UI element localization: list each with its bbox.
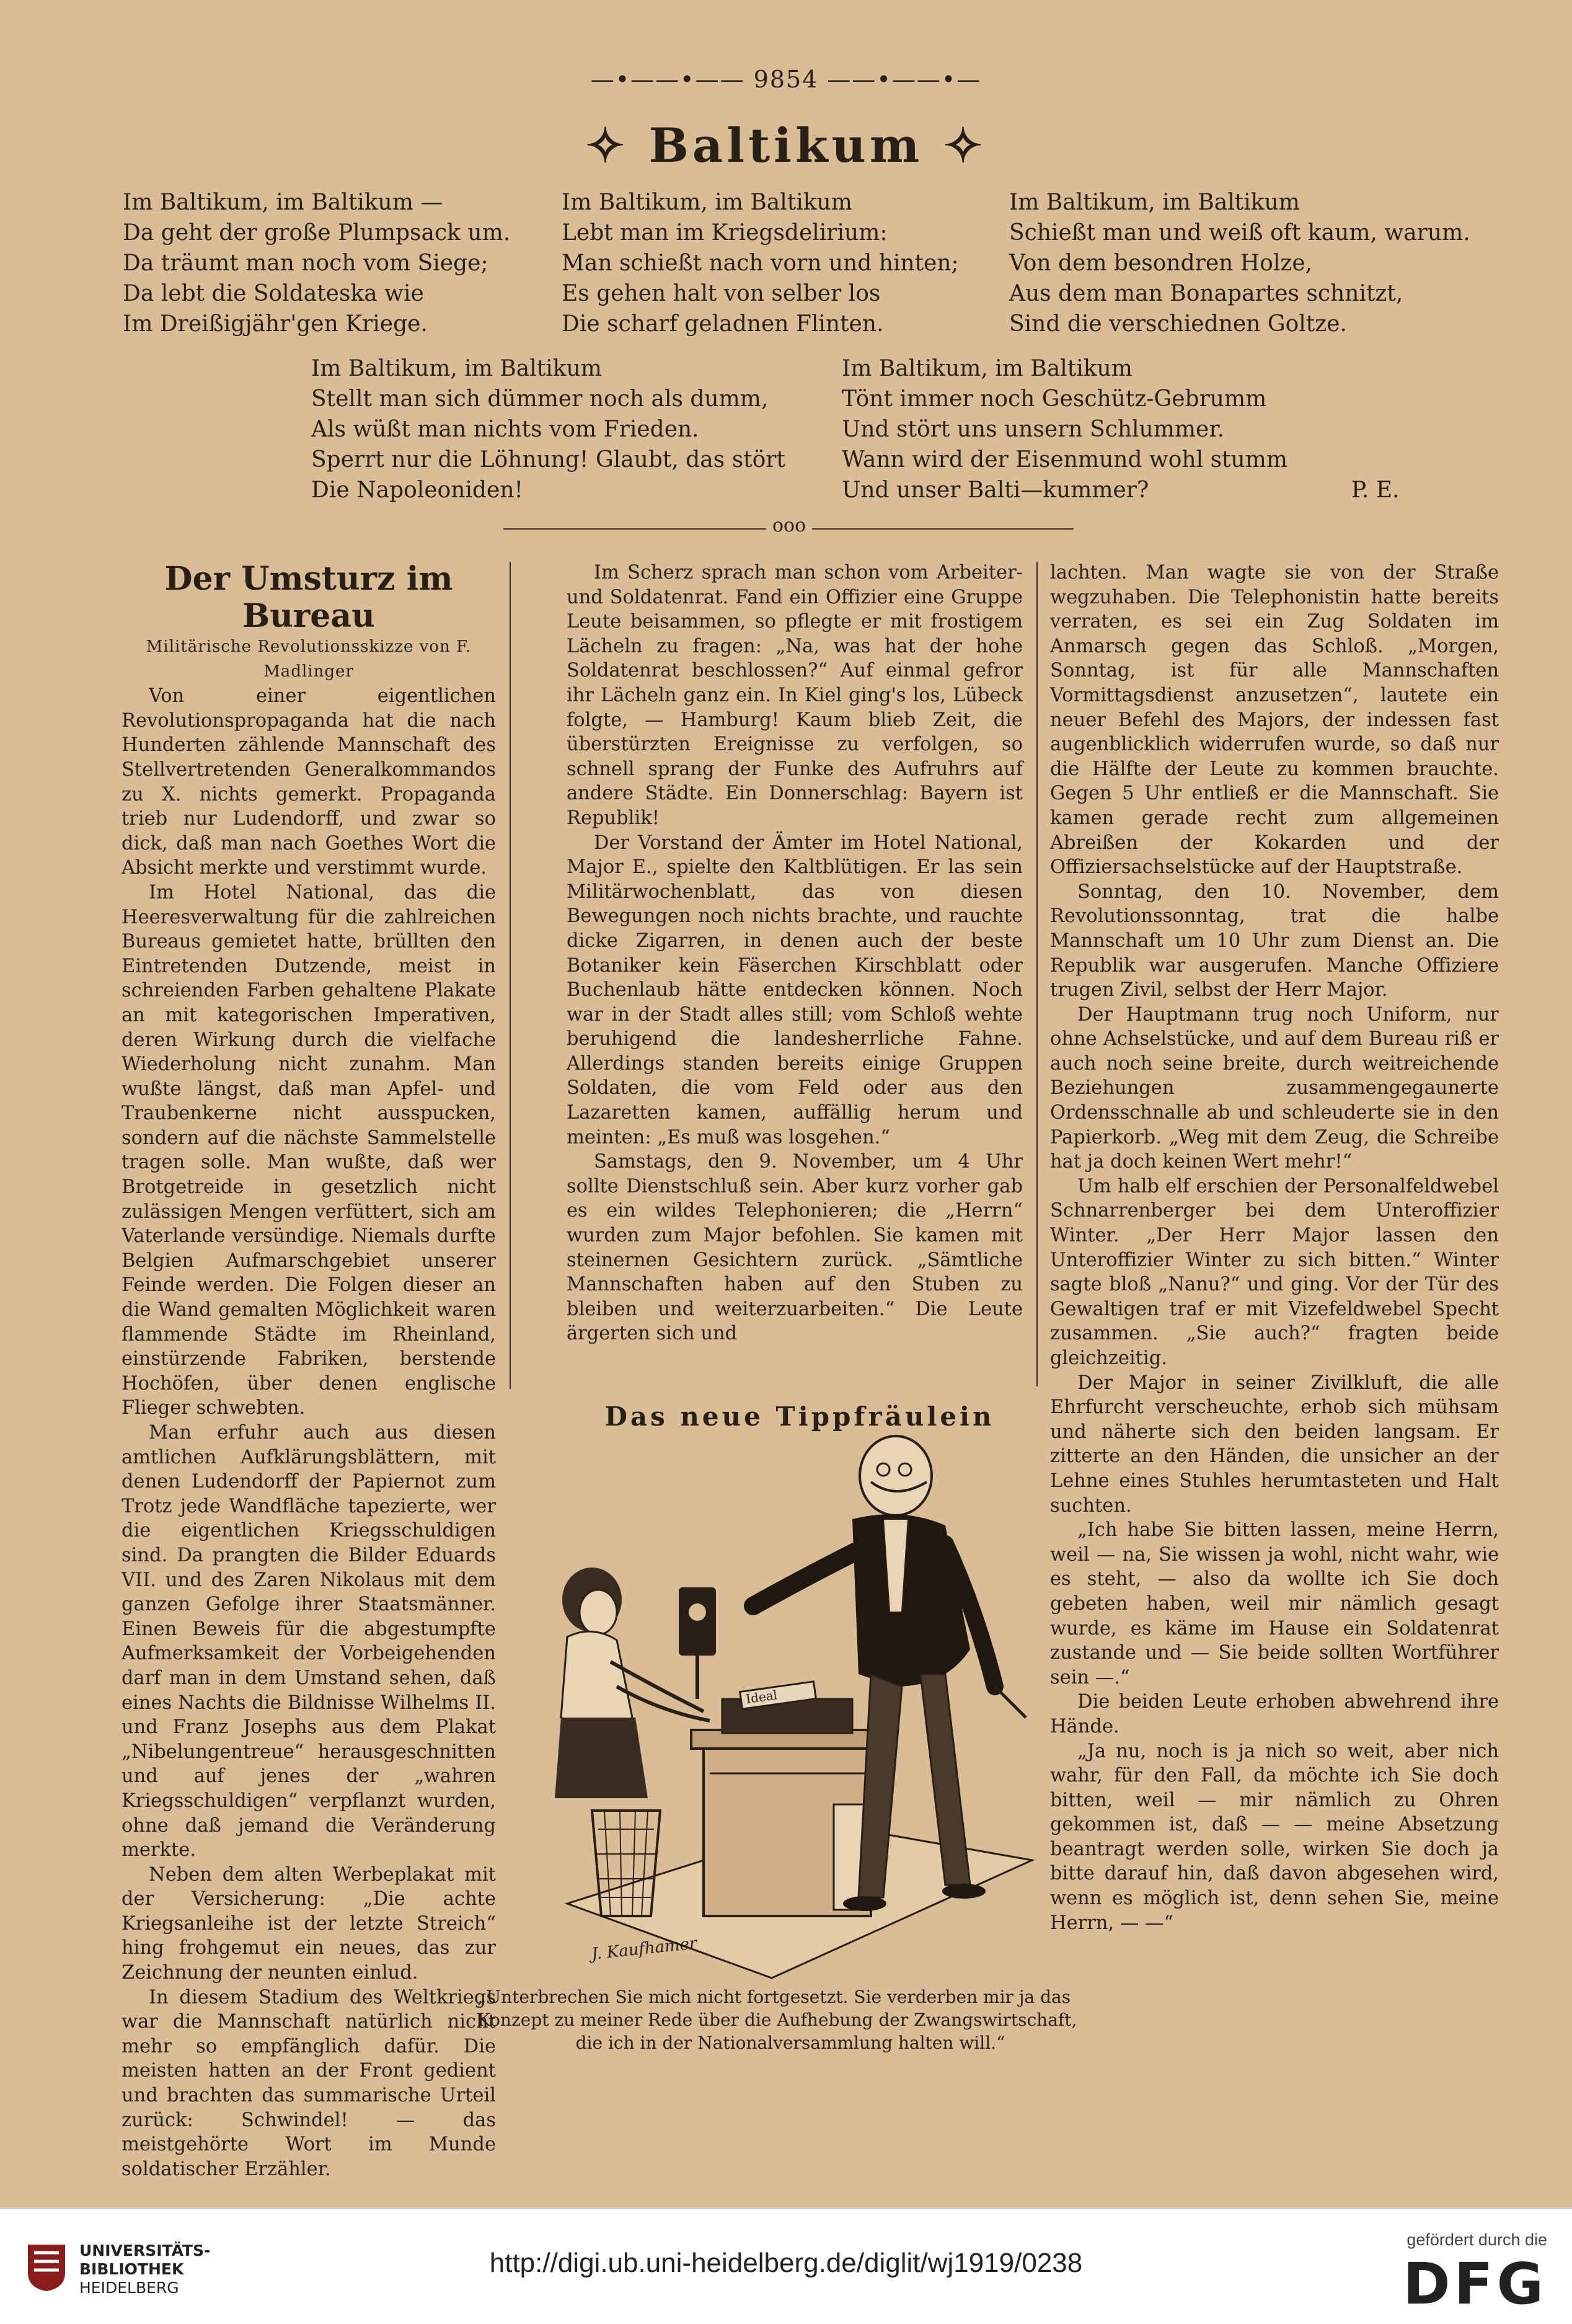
paragraph: Die beiden Leute erhoben abwehrend ihre Hände. [1050,1691,1499,1737]
paragraph: lachten. Man wagte sie von der Straße wegzuhaben. Die Telephonistin hatte bereits verraten, es sei ein Zug Soldaten im Anmarsch gegen das Schloß. „Morgen, Sonntag, ist für alle Mannschaften Vormittagsdienst anzusetzen“, lautete ein neuer Befehl des Majors, der indessen fast augenblicklich widerrufen wurde, so daß nur die Hälfte der Leute zu kommen brauchte. Gegen 5 Uhr entließ er die Mannschaft. Sie kamen gerade recht zum allgemeinen Abreißen der Kokarden und der Offiziersachselstücke auf der Hauptstraße. [1050,562,1499,879]
poem-verse: Im Baltikum, im Baltikum Tönt immer noch Geschütz-Gebrumm Und stört uns unsern Schlummer. Wann wird der Eisenmund wohl stumm Und unser Balti—kummer? [842,356,1287,503]
paragraph: Der Hauptmann trug noch Uniform, nur ohne Achselstücke, und auf dem Bureau riß er auch noch seine breite, durch weitreichende Beziehungen zusammengegaunerte Ordensschnalle ab und schleuderte sie in den Papierkorb. „Weg mit dem Zeug, die Schreibe hat ja doch keinen Wert mehr!“ [1050,1003,1499,1173]
artist-signature: J. Kaufhamer [590,1934,698,1964]
dfg-logo: DFG [1403,2251,1547,2317]
paragraph: Der Vorstand der Ämter im Hotel National, Major E., spielte den Kaltblütigen. Er las sein Militärwochenblatt, das von diesen Bewegungen noch nichts brachte, und rauchte dicke Zigarren, in denen auch der beste Botaniker kein Fäserchen Kirschblatt oder Buchenlaub hätte entdecken können. Noch war in der Stadt alles still; vom Schloß wehte beruhigend die landesherrliche Fahne. Allerdings standen bereits einige Gruppen Soldaten, die vom Feld oder aus den Lazaretten kamen, auffällig herum und meinten: „Es muß was losgehen.“ [567,832,1023,1148]
paragraph: In diesem Stadium des Weltkriegs war die Mannschaft natürlich nicht mehr so empfänglich dafür. Die meisten hatten an der Front gedient und brachten das summarische Urteil zurück: Schwindel! — das meistgehörte Wort im Munde soldatischer Erzähler. [121,1986,496,2180]
paragraph: Im Scherz sprach man schon vom Arbeiter- und Soldatenrat. Fand ein Offizier eine Gruppe Leute beisammen, so pflegte er mit frostigem Lächeln zu fragen: „Na, was hat der hohe Soldatenrat beschlossen?“ Auf einmal gefror ihr Lächeln ganz ein. In Kiel ging's los, Lübeck folgte, — Hamburg! Kaum blieb Zeit, die überstürzten Ereignisse zu verfolgen, so schnell sprang der Funke des Aufruhrs auf andere Städte. Ein Donnerschlag: Bayern ist Republik! [567,562,1023,829]
paragraph: Um halb elf erschien der Personalfeldwebel Schnarrenberger bei dem Unteroffizier Winter. „Der Herr Major lassen den Unteroffizier Winter zu sich bitten.“ Winter sagte bloß „Nanu?“ und ging. Vor der Tür des Gewaltigen traf er mit Vizefeldwebel Specht zusammen. „Sie auch?“ fragten beide gleichzeitig. [1050,1175,1499,1369]
sponsor-label: gefördert durch die [1406,2230,1547,2249]
caption-line: „Unterbrechen Sie mich nicht fortgesetzt. Sie verderben mir ja das [477,1987,1071,2007]
paragraph: Samstags, den 9. November, um 4 Uhr sollte Dienstschluß sein. Aber kurz vorher gab es ein wildes Telephonieren; die „Herrn“ wurden zum Major befohlen. Sie kamen mit steinernen Gesichtern zurück. „Sämtliche Mannschaften haben auf den Stuben zu bleiben und weiterzuarbeiten.“ Die Leute ärgerten sich und [567,1151,1023,1345]
caption-line: die ich in der Nationalversammlung halten will.“ [575,2033,1005,2053]
poem-title: ✧ Baltikum ✧ [585,118,987,173]
gentleman-head [860,1436,932,1515]
poem-signature: P. E. [1351,477,1400,503]
caption-line: Konzept zu meiner Rede über die Aufhebung der Zwangswirtschaft, [477,2010,1077,2030]
illustration-caption [477,1985,1103,2054]
poem-verse: Im Baltikum, im Baltikum Stellt man sich dümmer noch als dumm, Als wüßt man nichts vom Frieden. Sperrt nur die Löhnung! Glaubt, das stört Die Napoleoniden! [311,356,785,503]
poem-verse: Im Baltikum, im Baltikum Lebt man im Kriegsdelirium: Man schießt nach vorn und hinten; Es gehen halt von selber los Die scharf geladnen Flinten. [562,190,959,337]
article-headline: Der Umsturz im Bureau [164,560,453,635]
article-byline: Militärische Revolutionsskizze von F. Madlinger [146,637,472,681]
typist-skirt [555,1718,648,1798]
paragraph: „Ja nu, noch is ja nich so weit, aber nich wahr, für den Fall, da möchte ich Sie doch bitten, weil — mir nämlich zu Ohren gekommen ist, daß — — meine Absetzung beantragt werden solle, wirken Sie doch ja bitte darauf hin, daß davon abgesehen wird, wenn es möglich ist, denn sehen Sie, meine Herrn, — —“ [1050,1740,1499,1934]
paragraph: Neben dem alten Werbeplakat mit der Versicherung: „Die achte Kriegsanleihe ist der letzte Streich“ hing frohgemut ein neues, das zur Zeichnung der neunten einlud. [121,1863,496,1984]
separator-ornament: ooo [766,515,812,536]
footer-bar [0,2207,1572,2324]
typist-face [580,1590,617,1634]
article-column-3 [1050,561,1499,1935]
telephone-icon [679,1587,716,1656]
poem-verse: Im Baltikum, im Baltikum — Da geht der große Plumpsack um. Da träumt man noch vom Siege; Da lebt die Soldateska wie Im Dreißigjähr'gen Kriege. [123,190,511,337]
illustration-title: Das neue Tippfräulein [604,1401,995,1432]
column-separator [510,562,511,1389]
institution-line: BIBLIOTHEK [79,2260,184,2278]
institution-line: HEIDELBERG [79,2279,179,2297]
page-number: —•——•—— 9854 ——•——•— [590,66,982,93]
article-column-1 [121,561,496,2181]
article-column-2 [567,561,1023,1346]
column-separator [1036,562,1038,1386]
institution-line: UNIVERSITÄTS- [79,2242,211,2260]
paragraph: Sonntag, den 10. November, dem Revolutionssonntag, trat die halbe Mannschaft um 10 Uhr zum Dienst an. Die Republik war ausgerufen. Manche Offiziere trugen Zivil, selbst der Herr Major. [1050,880,1499,1001]
paragraph: Der Major in seiner Zivilkluft, die alle Ehrfurcht verscheuchte, erhob sich mühsam und näherte sich den beiden langsam. Er zitterte an den Händen, die unsicher an der Lehne eines Stuhles herumtasteten und Halt suchten. [1050,1372,1499,1517]
cartoon-illustration [499,1426,1106,1984]
source-url-link[interactable]: http://digi.ub.uni-heidelberg.de/diglit/wj1919/0238 [489,2248,1083,2278]
paragraph: Von einer eigentlichen Revolutionspropaganda hat die nach Hunderten zählende Mannschaft des Stellvertretenden Generalkommandos zu X. nichts gemerkt. Propaganda trieb nur Ludendorff, und zwar so dick, daß man nach Goethes Wort die Absicht merkte und verstimmt wurde. [121,685,496,879]
poem-verse: Im Baltikum, im Baltikum Schießt man und weiß oft kaum, warum. Von dem besondren Holze, Aus dem man Bonapartes schnitzt, Sind die verschiednen Goltze. [1009,190,1470,337]
typist-blouse [561,1631,632,1727]
typewriter-brand: Ideal [744,1687,779,1707]
paragraph: Man erfuhr auch aus diesen amtlichen Aufklärungsblättern, mit denen Ludendorff der Papiernot zum Trotz jede Wandfläche tapezierte, wer die eigentlichen Kriegsschuldigen sind. Da prangten die Bilder Eduards VII. und des Zaren Nikolaus mit dem ganzen Gefolge ihrer Staatsmänner. Einen Beweis für die abgestumpfte Aufmerksamkeit der Vorbeigehenden darf man in dem Umstand sehen, daß eines Nachts die Bildnisse Wilhelms II. und Franz Josephs aus dem Plakat „Nibelungentreue“ herausgeschnitten und auf jenes der „wahren Kriegsschuldigen“ verpflanzt wurden, ohne daß jemand die Veränderung merkte. [121,1422,496,1861]
paragraph: Im Hotel National, das die Heeresverwaltung für die zahlreichen Bureaus gemietet hatte, brüllten den Eintretenden Dutzende, meist in schreienden Farben gehaltene Plakate an mit kategorischen Imperativen, deren Wirkung durch die vielfache Wiederholung nicht zunahm. Man wußte längst, daß man Apfel- und Traubenkerne nicht ausspucken, sondern auf die nächste Sammelstelle tragen solle. Man wußte, daß wer Brotgetreide in gesetzlich nicht zulässigen Mengen verfüttert, sich am Vaterlande versündige. Niemals durfte Belgien Aufmarschgebiet unserer Feinde werden. Die Folgen dieser an die Wand gemalten Möglichkeit waren flammende Städte im Rheinland, einstürzende Fabriken, berstende Hochöfen, über denen englische Flieger schwebten. [121,881,496,1419]
paragraph: „Ich habe Sie bitten lassen, meine Herrn, weil — na, Sie wissen ja wohl, nicht wahr, wie es steht, — also da wollte ich Sie doch gebeten haben, weil mir nämlich gesagt wurde, es käme im Hause ein Soldatenrat zustande und — Sie beide sollten Wortführer sein —.“ [1050,1519,1499,1688]
